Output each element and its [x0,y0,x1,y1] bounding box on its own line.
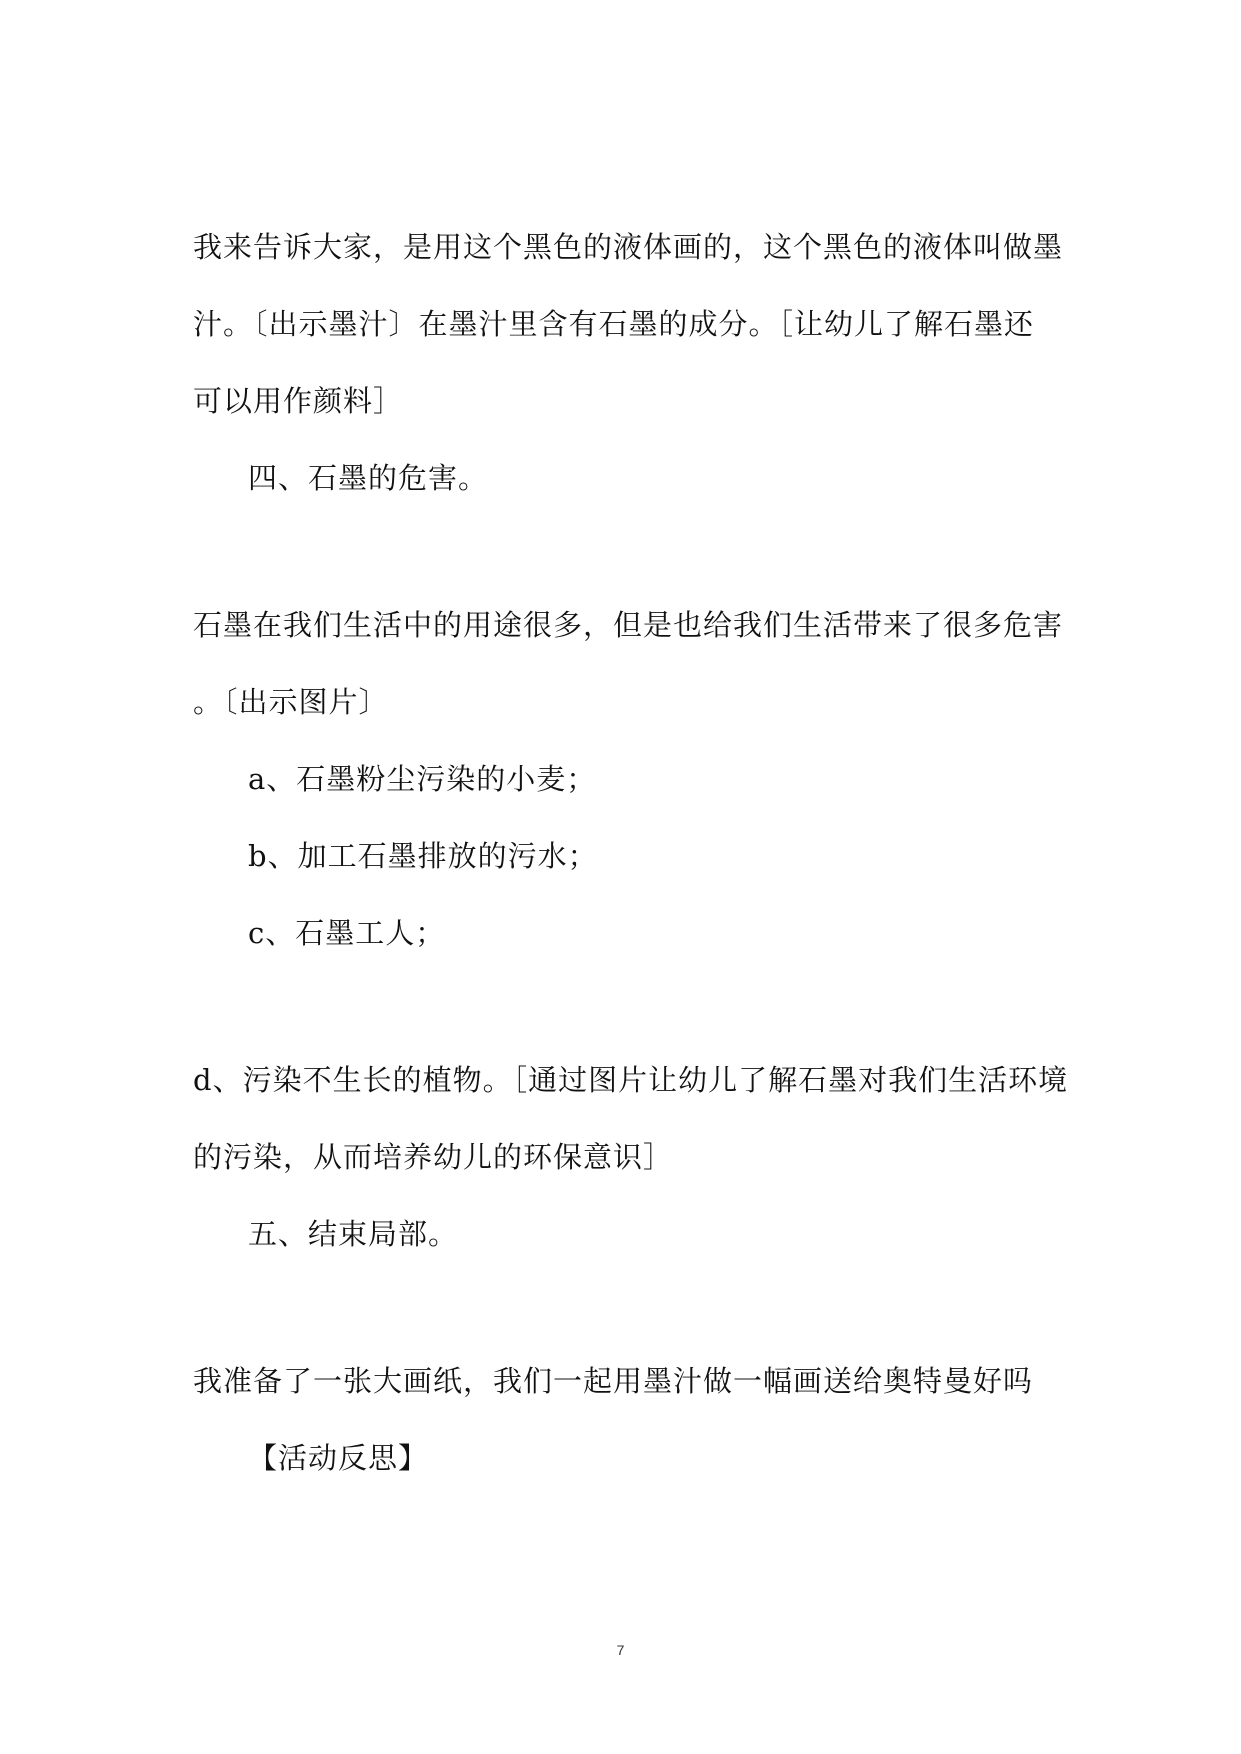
page-number: 7 [616,1642,625,1658]
list-item: a、石墨粉尘污染的小麦； [248,762,597,796]
paragraph-line: 石墨在我们生活中的用途很多，但是也给我们生活带来了很多危害 [193,608,1064,642]
section-heading: 五、结束局部。 [248,1217,459,1251]
section-heading: 【活动反思】 [248,1441,429,1475]
paragraph-line: 我来告诉大家，是用这个黑色的液体画的，这个黑色的液体叫做墨 [193,230,1064,264]
section-heading: 四、石墨的危害。 [248,461,489,495]
list-item: b、加工石墨排放的污水； [248,839,598,873]
paragraph-line: 。〔出示图片〕 [193,685,389,719]
paragraph-line: 汁。〔出示墨汁〕在墨汁里含有石墨的成分。［让幼儿了解石墨还 [193,307,1035,341]
list-item: c、石墨工人； [248,916,446,950]
paragraph-line: 的污染，从而培养幼儿的环保意识］ [193,1140,674,1174]
paragraph-line: 可以用作颜料］ [193,384,404,418]
list-item: d、污染不生长的植物。［通过图片让幼儿了解石墨对我们生活环境 [193,1063,1069,1097]
paragraph-line: 我准备了一张大画纸，我们一起用墨汁做一幅画送给奥特曼好吗 [193,1364,1034,1398]
